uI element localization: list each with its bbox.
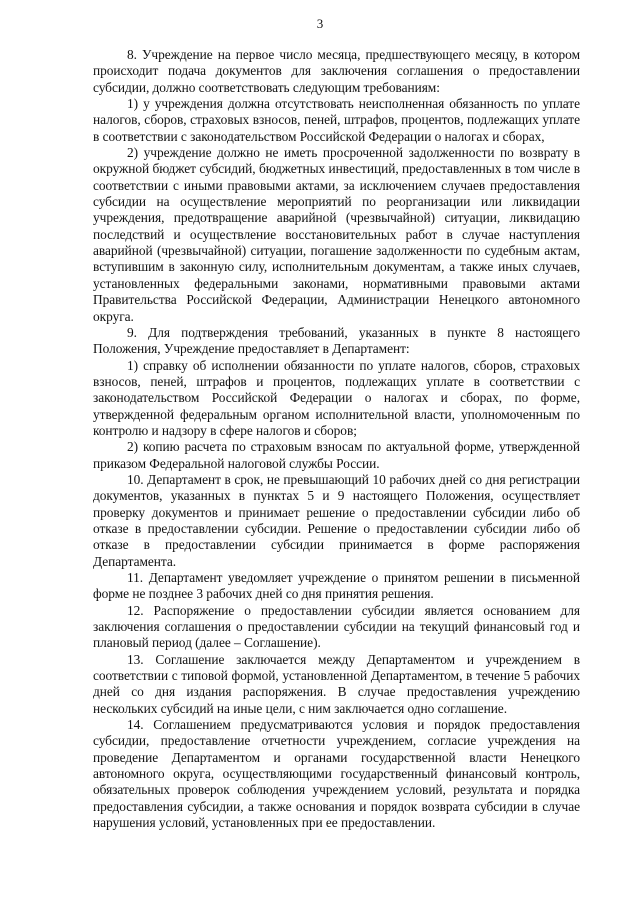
paragraph-14: 14. Соглашением предусматриваются условия и порядок предоставления субсидии, предоставление отчетности учреждением, согласие учреждения на проведение Департаментом и органами государственной власти Ненецкого автономного округа, осуществляющими государственный финансовый контроль, обязательных проверок соблюдения учреждением условий, результата и порядка предоставления субсидии, а также основания и порядок возврата субсидии в случае нарушения условий, установленных при ее предоставлении. [93,717,580,831]
document-body [93,47,580,832]
paragraph-8-item-2: 2) учреждение должно не иметь просроченной задолженности по возврату в окружной бюджет субсидий, бюджетных инвестиций, предоставленных в том числе в соответствии с иными правовыми актами, за исключением случаев предоставления субсидии на осуществление мероприятий по реорганизации или ликвидации учреждения, предотвращение аварийной (чрезвычайной) ситуации, ликвидацию последствий и осуществление восстановительных работ в случае наступления аварийной (чрезвычайной) ситуации, погашение задолженности по судебным актам, вступившим в законную силу, исполнительным документам, а также иных случаев, установленных федеральными законами, нормативными правовыми актами Правительства Российской Федерации, Администрации Ненецкого автономного округа. [93,145,580,324]
paragraph-9-item-1: 1) справку об исполнении обязанности по уплате налогов, сборов, страховых взносов, пеней, штрафов и процентов, подлежащих уплате в соответствии с законодательством Российской Федерации о налогах и сборах, по форме, утвержденной федеральным органом исполнительной власти, уполномоченным по контролю и надзору в сфере налогов и сборов; [93,357,580,438]
paragraph-9-intro: 9. Для подтверждения требований, указанных в пункте 8 настоящего Положения, Учреждение предоставляет в Департамент: [93,324,580,357]
paragraph-13: 13. Соглашение заключается между Департаментом и учреждением в соответствии с типовой формой, установленной Департаментом, в течение 5 рабочих дней со дня издания распоряжения. В случае предоставления учреждению нескольких субсидий на иные цели, с ним заключается одно соглашение. [93,651,580,716]
paragraph-11: 11. Департамент уведомляет учреждение о принятом решении в письменной форме не позднее 3 рабочих дней со дня принятия решения. [93,570,580,602]
page-number: 3 [316,16,324,31]
paragraph-8-intro: 8. Учреждение на первое число месяца, предшествующего месяцу, в котором происходит подача документов для заключения соглашения о предоставлении субсидии, должно соответствовать следующим требованиям: [93,47,580,95]
paragraph-12: 12. Распоряжение о предоставлении субсидии является основанием для заключения соглашения о предоставлении субсидии на текущий финансовый год и плановый период (далее – Соглашение). [93,602,580,651]
paragraph-10: 10. Департамент в срок, не превышающий 10 рабочих дней со дня регистрации документов, указанных в пунктах 5 и 9 настоящего Положения, осуществляет проверку документов и принимает решение о предоставлении субсидии либо об отказе в предоставлении субсидии. Решение о предоставлении субсидии либо об отказе в предоставлении субсидии принимается в форме распоряжения Департамента. [93,471,580,569]
paragraph-8-item-1: 1) у учреждения должна отсутствовать неисполненная обязанность по уплате налогов, сборов, страховых взносов, пеней, штрафов, процентов, подлежащих уплате в соответствии с законодательством Российской Федерации о налогах и сборах, [93,96,580,144]
paragraph-9-item-2: 2) копию расчета по страховым взносам по актуальной форме, утвержденной приказом Федеральной налоговой службы России. [93,439,580,471]
